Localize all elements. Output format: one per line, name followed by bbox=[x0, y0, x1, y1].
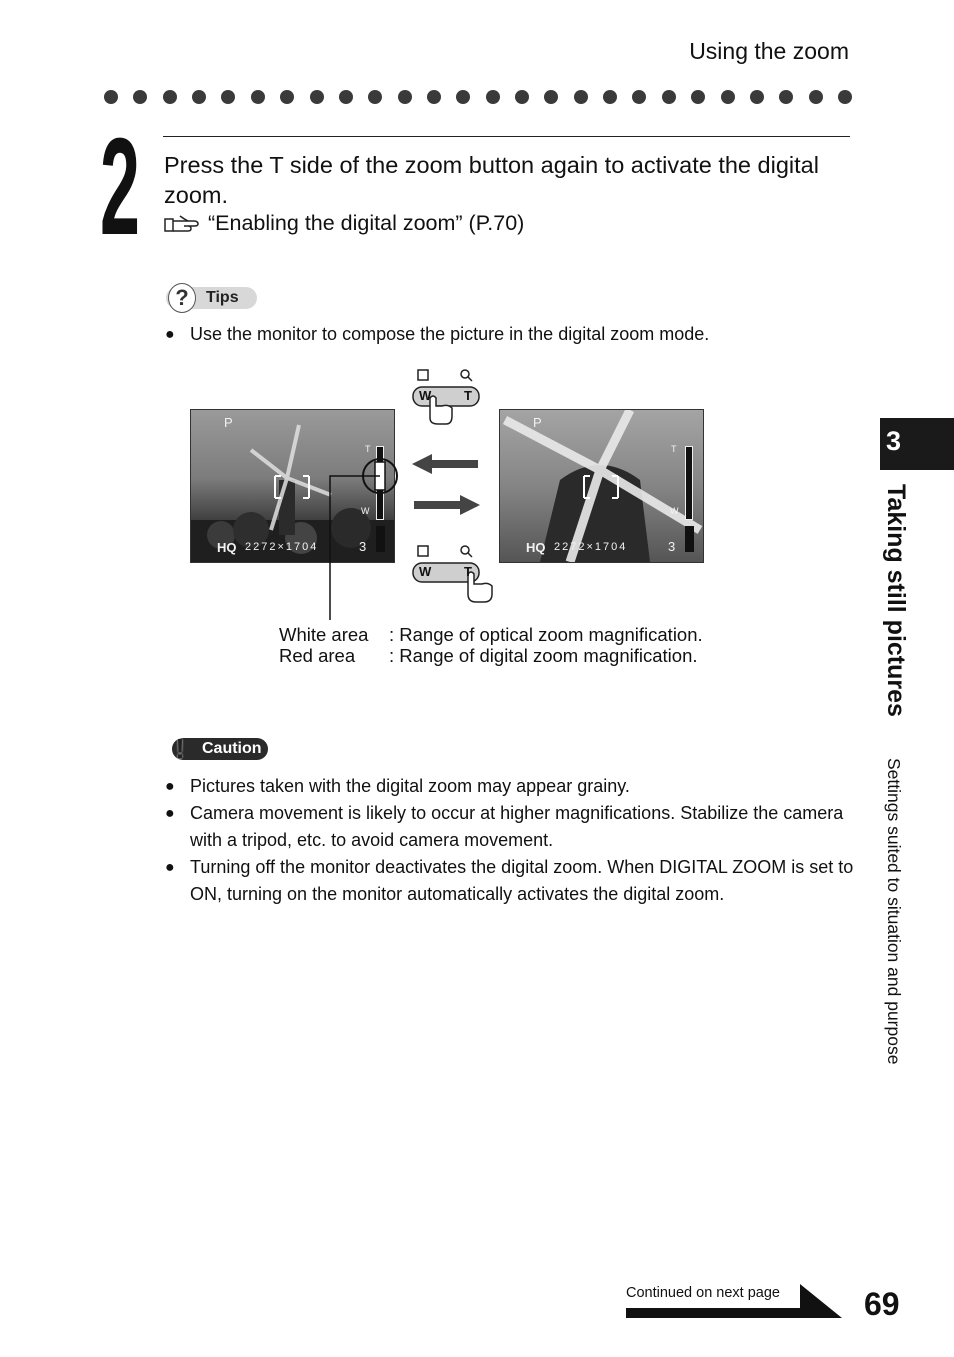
magnify-icon bbox=[461, 546, 469, 554]
chapter-title-text: Taking still pictures bbox=[882, 484, 910, 717]
caution-item-text: Pictures taken with the digital zoom may appear grainy. bbox=[190, 776, 630, 796]
resolution: 2272×1704 bbox=[554, 541, 628, 553]
caution-badge bbox=[168, 735, 268, 763]
reference-text: “Enabling the digital zoom” (P.70) bbox=[208, 211, 525, 235]
list-item bbox=[165, 321, 855, 348]
chapter-number: 3 bbox=[886, 426, 902, 456]
shooting-mode: P bbox=[224, 415, 233, 430]
continued-label: Continued on next page bbox=[626, 1285, 780, 1301]
step-rule bbox=[163, 136, 850, 137]
caution-label: Caution bbox=[172, 738, 268, 760]
tips-label: Tips bbox=[166, 287, 257, 309]
zoom-w-label: W bbox=[361, 506, 370, 516]
bullet-icon: ● bbox=[165, 859, 175, 876]
chapter-subtitle bbox=[882, 758, 906, 1138]
list-item bbox=[165, 854, 855, 908]
chapter-tab[interactable] bbox=[880, 418, 954, 470]
tips-list bbox=[165, 321, 855, 348]
step-instruction: Press the T side of the zoom button again to activate the digital zoom. bbox=[164, 152, 819, 208]
zoom-t-label: T bbox=[365, 444, 371, 454]
legend-row bbox=[279, 645, 703, 666]
zoom-arrows bbox=[410, 450, 482, 520]
zoom-w-button: W bbox=[419, 388, 432, 403]
resolution: 2272×1704 bbox=[245, 541, 319, 553]
zoom-callout bbox=[320, 455, 400, 625]
list-item bbox=[165, 800, 855, 854]
zoom-button-top bbox=[412, 368, 482, 428]
tips-item-text: Use the monitor to compose the picture in the digital zoom mode. bbox=[190, 324, 710, 344]
caution-item-text: Turning off the monitor deactivates the digital zoom. When DIGITAL ZOOM is set to ON, turning on the monitor automatically activates the digital zoom. bbox=[190, 857, 854, 904]
shots-remaining: 3 bbox=[359, 539, 367, 554]
tips-badge bbox=[168, 283, 257, 313]
magnify-icon bbox=[461, 370, 469, 378]
zoom-t-label: T bbox=[671, 444, 677, 454]
bullet-icon: ● bbox=[165, 778, 175, 795]
arrow-left-icon bbox=[412, 454, 478, 474]
zoom-indicator bbox=[685, 446, 693, 520]
continued-arrow-icon bbox=[800, 1284, 844, 1320]
digital-zoom-indicator bbox=[685, 526, 694, 552]
illustration-legend bbox=[279, 624, 703, 666]
legend-key: Red area bbox=[279, 645, 356, 666]
caution-list bbox=[165, 773, 855, 908]
continued-bar bbox=[626, 1308, 802, 1318]
zoom-t-button: T bbox=[464, 564, 472, 579]
bullet-icon: ● bbox=[165, 805, 175, 822]
arrow-right-icon bbox=[414, 495, 480, 515]
quality-badge: HQ bbox=[217, 540, 237, 555]
legend-row bbox=[279, 624, 703, 645]
grid-icon bbox=[418, 370, 428, 380]
step-number: 2 bbox=[100, 110, 139, 264]
page-number: 69 bbox=[864, 1286, 900, 1322]
exclamation-icon: ! bbox=[175, 733, 185, 764]
legend-key: White area bbox=[279, 624, 369, 645]
grid-icon bbox=[418, 546, 428, 556]
pointing-hand-icon bbox=[164, 213, 204, 235]
step-reference[interactable] bbox=[164, 211, 524, 236]
legend-value: : Range of optical zoom magnification. bbox=[389, 624, 703, 645]
quality-badge: HQ bbox=[526, 540, 546, 555]
bullet-icon: ● bbox=[165, 326, 175, 343]
chapter-title bbox=[880, 484, 910, 744]
legend-value: : Range of digital zoom magnification. bbox=[389, 645, 698, 666]
question-mark-icon: ? bbox=[168, 283, 196, 313]
zoom-w-button: W bbox=[419, 564, 432, 579]
dot-divider bbox=[104, 90, 852, 106]
monitor-screen-tele bbox=[499, 409, 704, 563]
zoom-w-label: W bbox=[670, 506, 679, 516]
zoom-t-button: T bbox=[464, 388, 472, 403]
page-header-title: Using the zoom bbox=[689, 38, 849, 64]
shots-remaining: 3 bbox=[668, 539, 676, 554]
list-item bbox=[165, 773, 855, 800]
zoom-button-bottom bbox=[412, 544, 502, 606]
caution-item-text: Camera movement is likely to occur at higher magnifications. Stabilize the camera with a tripod, etc. to avoid camera movement. bbox=[190, 803, 844, 850]
chapter-subtitle-text: Settings suited to situation and purpose bbox=[884, 758, 904, 1065]
shooting-mode: P bbox=[533, 415, 542, 430]
